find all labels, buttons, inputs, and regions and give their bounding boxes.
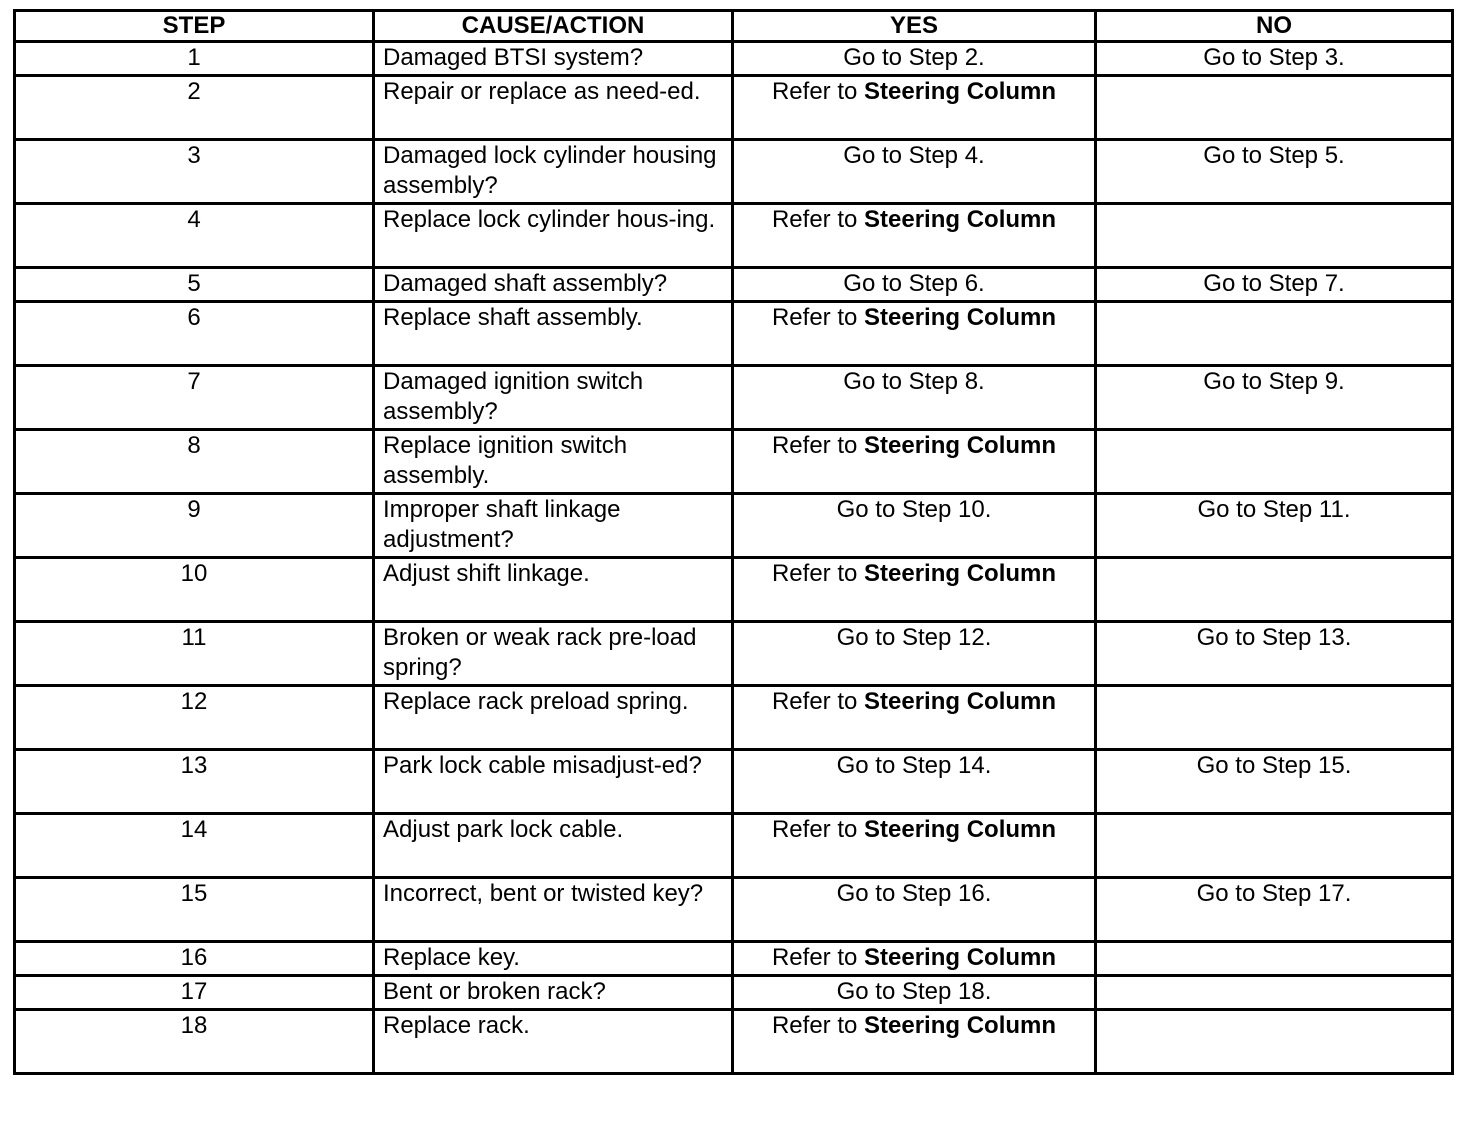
- cause-action-cell: Improper shaft linkage adjustment?: [374, 494, 733, 558]
- yes-text: Go to Step 8.: [843, 368, 985, 395]
- yes-cell: [733, 686, 1096, 750]
- yes-text: Refer to: [771, 688, 865, 715]
- yes-text: Go to Step 18.: [836, 978, 992, 1005]
- cause-action-cell: Replace shaft assembly.: [374, 302, 733, 366]
- yes-text: Refer to: [771, 560, 865, 587]
- cause-action-cell: Adjust shift linkage.: [374, 558, 733, 622]
- step-cell: 3: [15, 140, 374, 204]
- no-cell: [1096, 686, 1453, 750]
- yes-cell: [733, 814, 1096, 878]
- step-cell: 1: [15, 42, 374, 76]
- yes-text: Go to Step 16.: [836, 880, 992, 907]
- step-cell: 7: [15, 366, 374, 430]
- no-cell: Go to Step 5.: [1096, 140, 1453, 204]
- yes-cell: [733, 750, 1096, 814]
- no-cell: Go to Step 17.: [1096, 878, 1453, 942]
- cause-action-cell: Park lock cable misadjust-ed?: [374, 750, 733, 814]
- table-row: [15, 366, 1453, 430]
- yes-cell: [733, 42, 1096, 76]
- yes-text: Refer to: [771, 304, 865, 331]
- yes-reference-link: Steering Column: [864, 816, 1057, 843]
- yes-text: Refer to: [771, 944, 865, 971]
- step-cell: 10: [15, 558, 374, 622]
- cause-action-cell: Damaged lock cylinder housing assembly?: [374, 140, 733, 204]
- yes-cell: [733, 76, 1096, 140]
- no-cell: Go to Step 11.: [1096, 494, 1453, 558]
- table-row: [15, 494, 1453, 558]
- table-row: [15, 750, 1453, 814]
- yes-cell: [733, 622, 1096, 686]
- step-cell: 17: [15, 976, 374, 1010]
- table-header: [15, 11, 1453, 42]
- step-cell: 2: [15, 76, 374, 140]
- table-row: [15, 686, 1453, 750]
- no-cell: Go to Step 15.: [1096, 750, 1453, 814]
- no-cell: Go to Step 7.: [1096, 268, 1453, 302]
- yes-reference-link: Steering Column: [864, 206, 1057, 233]
- no-cell: Go to Step 9.: [1096, 366, 1453, 430]
- yes-text: Go to Step 6.: [843, 270, 985, 297]
- yes-cell: [733, 976, 1096, 1010]
- table-row: [15, 878, 1453, 942]
- header-no: NO: [1096, 11, 1453, 42]
- cause-action-cell: Damaged ignition switch assembly?: [374, 366, 733, 430]
- yes-text: Go to Step 10.: [836, 496, 992, 523]
- step-cell: 12: [15, 686, 374, 750]
- step-cell: 4: [15, 204, 374, 268]
- cause-action-cell: Adjust park lock cable.: [374, 814, 733, 878]
- step-cell: 9: [15, 494, 374, 558]
- step-cell: 15: [15, 878, 374, 942]
- header-yes: YES: [733, 11, 1096, 42]
- cause-action-cell: Damaged BTSI system?: [374, 42, 733, 76]
- yes-cell: [733, 268, 1096, 302]
- cause-action-cell: Incorrect, bent or twisted key?: [374, 878, 733, 942]
- yes-text: Refer to: [771, 816, 865, 843]
- no-cell: [1096, 430, 1453, 494]
- yes-text: Refer to: [771, 1012, 865, 1039]
- table-row: [15, 1010, 1453, 1074]
- step-cell: 6: [15, 302, 374, 366]
- cause-action-cell: Bent or broken rack?: [374, 976, 733, 1010]
- step-cell: 16: [15, 942, 374, 976]
- no-cell: [1096, 1010, 1453, 1074]
- header-row: [15, 11, 1453, 42]
- cause-action-cell: Replace rack.: [374, 1010, 733, 1074]
- no-cell: [1096, 204, 1453, 268]
- table-row: [15, 976, 1453, 1010]
- yes-text: Refer to: [771, 432, 865, 459]
- cause-action-cell: Replace key.: [374, 942, 733, 976]
- no-cell: [1096, 302, 1453, 366]
- table-row: [15, 558, 1453, 622]
- no-cell: [1096, 558, 1453, 622]
- yes-cell: [733, 302, 1096, 366]
- no-cell: [1096, 942, 1453, 976]
- step-cell: 13: [15, 750, 374, 814]
- yes-reference-link: Steering Column: [864, 432, 1057, 459]
- yes-text: Go to Step 12.: [836, 624, 992, 651]
- cause-action-cell: Broken or weak rack pre-load spring?: [374, 622, 733, 686]
- table-row: [15, 42, 1453, 76]
- diagnostic-table: [13, 9, 1454, 1075]
- yes-cell: [733, 878, 1096, 942]
- table-row: [15, 302, 1453, 366]
- yes-cell: [733, 1010, 1096, 1074]
- yes-cell: [733, 430, 1096, 494]
- no-cell: [1096, 814, 1453, 878]
- yes-cell: [733, 942, 1096, 976]
- step-cell: 5: [15, 268, 374, 302]
- cause-action-cell: Replace rack preload spring.: [374, 686, 733, 750]
- header-step: STEP: [15, 11, 374, 42]
- step-cell: 14: [15, 814, 374, 878]
- yes-reference-link: Steering Column: [864, 78, 1057, 105]
- header-cause-action: CAUSE/ACTION: [374, 11, 733, 42]
- cause-action-cell: Replace ignition switch assembly.: [374, 430, 733, 494]
- no-cell: [1096, 976, 1453, 1010]
- table-body: [15, 42, 1453, 1074]
- table-row: [15, 76, 1453, 140]
- yes-text: Go to Step 14.: [836, 752, 992, 779]
- yes-reference-link: Steering Column: [864, 944, 1057, 971]
- cause-action-cell: Replace lock cylinder hous-ing.: [374, 204, 733, 268]
- step-cell: 18: [15, 1010, 374, 1074]
- yes-cell: [733, 366, 1096, 430]
- table-row: [15, 430, 1453, 494]
- cause-action-cell: Damaged shaft assembly?: [374, 268, 733, 302]
- yes-text: Go to Step 4.: [843, 142, 985, 169]
- table-row: [15, 942, 1453, 976]
- yes-text: Refer to: [771, 206, 865, 233]
- yes-cell: [733, 494, 1096, 558]
- yes-reference-link: Steering Column: [864, 304, 1057, 331]
- yes-cell: [733, 204, 1096, 268]
- no-cell: Go to Step 3.: [1096, 42, 1453, 76]
- yes-reference-link: Steering Column: [864, 560, 1057, 587]
- table-row: [15, 622, 1453, 686]
- no-cell: Go to Step 13.: [1096, 622, 1453, 686]
- yes-cell: [733, 558, 1096, 622]
- yes-text: Go to Step 2.: [843, 44, 985, 71]
- yes-reference-link: Steering Column: [864, 1012, 1057, 1039]
- step-cell: 8: [15, 430, 374, 494]
- table-row: [15, 140, 1453, 204]
- yes-text: Refer to: [771, 78, 865, 105]
- yes-cell: [733, 140, 1096, 204]
- table-row: [15, 814, 1453, 878]
- cause-action-cell: Repair or replace as need-ed.: [374, 76, 733, 140]
- step-cell: 11: [15, 622, 374, 686]
- table-row: [15, 268, 1453, 302]
- no-cell: [1096, 76, 1453, 140]
- yes-reference-link: Steering Column: [864, 688, 1057, 715]
- table-row: [15, 204, 1453, 268]
